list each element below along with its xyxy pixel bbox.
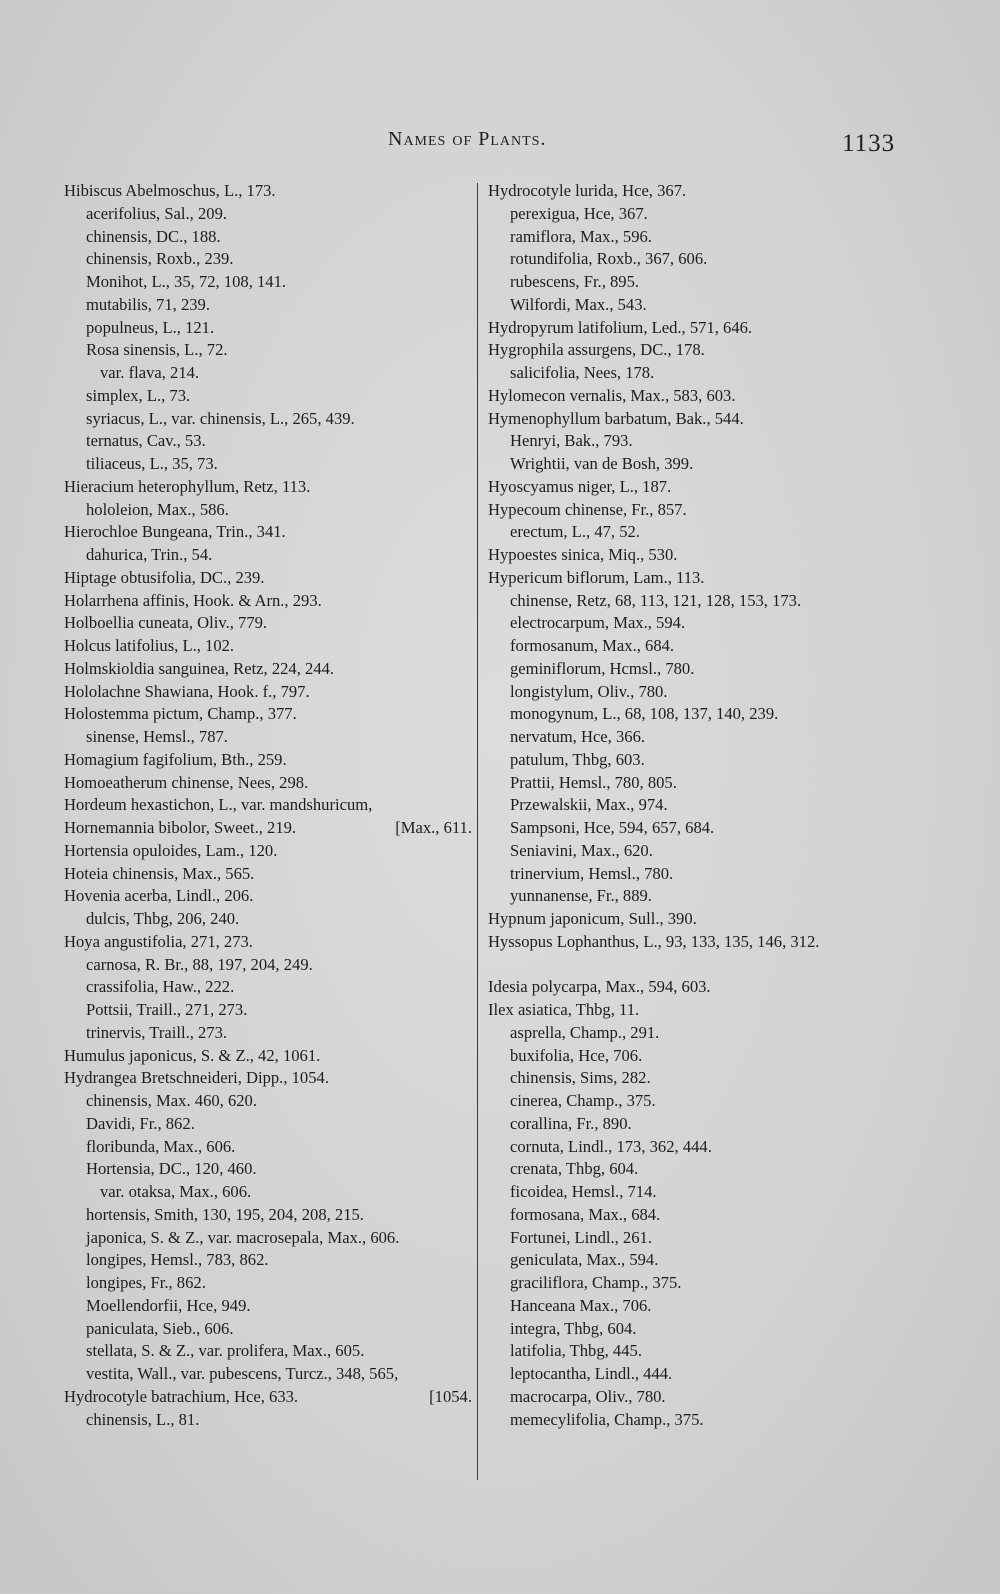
index-entry (64, 749, 472, 772)
index-entry (488, 1181, 908, 1204)
index-entry (64, 1136, 472, 1159)
index-entry (64, 612, 472, 635)
index-entry-text: Hydrocotyle batrachium, Hce, 633. (64, 1386, 299, 1406)
index-entry (64, 931, 472, 954)
index-entry-text: Hovenia acerba, Lindl., 206. (64, 886, 254, 906)
index-entry-text: Holcus latifolius, L., 102. (64, 636, 235, 655)
index-entry (64, 590, 472, 613)
index-entry-text: memecylifolia, Champ., 375. (510, 1409, 704, 1429)
index-entry-text: dahurica, Trin., 54. (86, 545, 213, 564)
index-entry-text: cinerea, Champ., 375. (510, 1091, 656, 1110)
index-entry (64, 1318, 472, 1341)
index-entry-text: Hygrophila assurgens, DC., 178. (488, 340, 705, 360)
index-entry (64, 658, 472, 681)
index-entry-text: var. otaksa, Max., 606. (100, 1182, 252, 1201)
index-entry (64, 499, 472, 522)
index-entry (64, 362, 472, 385)
index-entry-text: Hyoscyamus niger, L., 187. (488, 476, 672, 496)
index-entry-text: longipes, Fr., 862. (86, 1273, 206, 1292)
index-entry (488, 317, 908, 340)
index-entry (488, 1204, 908, 1227)
index-entry-text: macrocarpa, Oliv., 780. (510, 1386, 666, 1406)
index-entry-text: rubescens, Fr., 895. (510, 272, 640, 291)
index-entry (64, 408, 472, 431)
index-entry (488, 1067, 908, 1090)
index-entry (488, 817, 908, 840)
index-entry (64, 863, 472, 886)
index-entry-text: Hololachne Shawiana, Hook. f., 797. (64, 681, 310, 701)
index-entry-text: Homagium fagifolium, Bth., 259. (64, 749, 287, 769)
index-entry (64, 1067, 472, 1090)
index-column-left (64, 180, 472, 1431)
index-entry-text: Pottsii, Traill., 271, 273. (86, 1000, 248, 1019)
index-entry-text: formosana, Max., 684. (510, 1204, 661, 1224)
index-entry (64, 885, 472, 908)
index-entry (64, 1181, 472, 1204)
index-entry-text: geniculata, Max., 594. (510, 1250, 659, 1270)
index-entry (488, 362, 908, 385)
index-entry-text: paniculata, Sieb., 606. (86, 1318, 234, 1338)
running-title: Names of Plants. (388, 128, 547, 150)
runover-text: [Max., 611. (395, 818, 472, 837)
index-entry (488, 794, 908, 817)
index-entry (64, 521, 472, 544)
index-entry-text: simplex, L., 73. (86, 385, 191, 405)
index-entry-text: dulcis, Thbg, 206, 240. (86, 909, 240, 928)
index-entry-text: Holboellia cuneata, Oliv., 779. (64, 613, 268, 633)
index-entry-text: acerifolius, Sal., 209. (86, 203, 228, 223)
index-entry (64, 1409, 472, 1432)
index-entry (488, 772, 908, 795)
runover-text: [1054. (429, 1386, 472, 1406)
index-entry-text: Hiptage obtusifolia, DC., 239. (64, 567, 265, 587)
index-entry (64, 1340, 472, 1363)
index-entry (64, 1204, 472, 1227)
index-entry-text: trinervis, Traill., 273. (86, 1022, 228, 1042)
index-entry-text: Hierochloe Bungeana, Trin., 341. (64, 522, 286, 542)
index-entry (64, 976, 472, 999)
index-entry (64, 1386, 472, 1409)
index-entry (488, 339, 908, 362)
index-entry (64, 635, 472, 658)
index-entry-text: Ilex asiatica, Thbg, 11. (488, 1000, 640, 1019)
index-entry (488, 1409, 908, 1432)
index-entry-text: trinervium, Hemsl., 780. (510, 863, 674, 883)
index-entry-text: corallina, Fr., 890. (510, 1113, 632, 1133)
index-entry (488, 1022, 908, 1045)
index-entry (64, 203, 472, 226)
index-entry (488, 1318, 908, 1341)
index-entry (64, 1227, 472, 1250)
index-entry-text: salicifolia, Nees, 178. (510, 363, 655, 382)
index-entry (64, 1022, 472, 1045)
index-entry-text: erectum, L., 47, 52. (510, 522, 640, 542)
index-entry-text: latifolia, Thbg, 445. (510, 1341, 642, 1361)
index-entry (488, 453, 908, 476)
index-entry (64, 817, 472, 840)
index-entry (488, 248, 908, 271)
index-entry (64, 544, 472, 567)
index-entry (64, 1045, 472, 1068)
index-entry (64, 567, 472, 590)
index-entry (488, 976, 908, 999)
index-entry (488, 1136, 908, 1159)
index-entry (488, 408, 908, 431)
index-entry-text: ternatus, Cav., 53. (86, 431, 206, 451)
index-entry (488, 521, 908, 544)
index-entry (488, 1295, 908, 1318)
index-entry-text: ramiflora, Max., 596. (510, 226, 652, 246)
index-entry (64, 1272, 472, 1295)
index-entry-text: monogynum, L., 68, 108, 137, 140, 239. (510, 704, 779, 724)
index-entry (488, 476, 908, 499)
index-entry (64, 1295, 472, 1318)
index-entry-text: Holarrhena affinis, Hook. & Arn., 293. (64, 590, 322, 610)
index-entry (64, 908, 472, 931)
column-divider (477, 183, 478, 1480)
index-entry (64, 772, 472, 795)
index-entry (488, 1113, 908, 1136)
index-entry-text: hololeion, Max., 586. (86, 499, 229, 519)
index-entry-text: Fortunei, Lindl., 261. (510, 1227, 652, 1247)
index-entry (488, 430, 908, 453)
index-entry-text: Humulus japonicus, S. & Z., 42, 1061. (64, 1045, 321, 1065)
index-entry-text: Rosa sinensis, L., 72. (86, 340, 228, 360)
index-entry (488, 726, 908, 749)
index-entry-text: Hypericum biflorum, Lam., 113. (488, 567, 705, 587)
index-entry (488, 908, 908, 931)
index-entry-text: Hortensia, DC., 120, 460. (86, 1159, 257, 1179)
index-entry (488, 226, 908, 249)
index-entry-text: asprella, Champ., 291. (510, 1022, 660, 1042)
index-entry (488, 931, 908, 954)
index-entry (488, 1340, 908, 1363)
index-entry (488, 658, 908, 681)
index-entry (488, 863, 908, 886)
index-entry-text: Homoeatherum chinense, Nees, 298. (64, 772, 309, 792)
index-entry (64, 794, 472, 817)
index-entry-text: chinense, Retz, 68, 113, 121, 128, 153, 173. (510, 590, 802, 610)
index-entry-text: Hoya angustifolia, 271, 273. (64, 931, 253, 951)
index-entry-text: Hornemannia bibolor, Sweet., 219. (64, 818, 297, 837)
page-number: 1133 (842, 130, 896, 157)
index-entry (488, 1249, 908, 1272)
index-entry-text: carnosa, R. Br., 88, 197, 204, 249. (86, 954, 313, 974)
index-entry (488, 180, 908, 203)
index-entry (488, 612, 908, 635)
index-entry-text: Hoteia chinensis, Max., 565. (64, 863, 255, 883)
index-entry-text: Hieracium heterophyllum, Retz, 113. (64, 476, 311, 496)
index-entry-text: Hydropyrum latifolium, Led., 571, 646. (488, 317, 753, 337)
index-entry (488, 681, 908, 704)
index-entry (488, 544, 908, 567)
index-entry (488, 885, 908, 908)
index-entry (64, 385, 472, 408)
index-entry (488, 567, 908, 590)
index-entry-text: Hypoestes sinica, Miq., 530. (488, 545, 678, 564)
index-entry-text: Henryi, Bak., 793. (510, 431, 633, 451)
index-entry-text: stellata, S. & Z., var. prolifera, Max., 605. (86, 1341, 365, 1361)
index-entry (488, 703, 908, 726)
index-entry (64, 703, 472, 726)
index-entry (488, 954, 908, 977)
index-entry-text: Hydrangea Bretschneideri, Dipp., 1054. (64, 1068, 329, 1088)
index-entry (64, 1158, 472, 1181)
index-entry-text: crenata, Thbg, 604. (510, 1159, 639, 1179)
index-entry (488, 1363, 908, 1386)
index-entry-text: crassifolia, Haw., 222. (86, 977, 235, 997)
index-entry-text: hortensis, Smith, 130, 195, 204, 208, 215. (86, 1204, 364, 1224)
index-entry (488, 294, 908, 317)
index-entry-text: chinensis, Max. 460, 620. (86, 1091, 257, 1110)
index-entry-text: Monihot, L., 35, 72, 108, 141. (86, 272, 287, 291)
index-entry (488, 1158, 908, 1181)
index-entry (64, 248, 472, 271)
index-entry-text: formosanum, Max., 684. (510, 636, 675, 655)
index-entry-text: floribunda, Max., 606. (86, 1136, 236, 1156)
index-entry-text: buxifolia, Hce, 706. (510, 1045, 643, 1065)
index-entry (64, 226, 472, 249)
index-entry-text: electrocarpum, Max., 594. (510, 613, 686, 633)
index-entry (488, 999, 908, 1022)
index-entry (488, 1227, 908, 1250)
index-entry (488, 590, 908, 613)
index-entry-text: geminiflorum, Hcmsl., 780. (510, 658, 695, 678)
index-entry (488, 1045, 908, 1068)
index-entry-text: Hanceana Max., 706. (510, 1295, 652, 1315)
index-entry-text: Seniavini, Max., 620. (510, 840, 653, 860)
index-column-right (488, 180, 908, 1431)
index-entry-text: Wilfordi, Max., 543. (510, 294, 647, 314)
index-entry-text: chinensis, L., 81. (86, 1409, 200, 1429)
index-entry-text: rotundifolia, Roxb., 367, 606. (510, 249, 708, 269)
index-entry (64, 476, 472, 499)
index-entry (488, 499, 908, 522)
index-entry (64, 1090, 472, 1113)
index-entry (488, 203, 908, 226)
index-entry-text: Hypecoum chinense, Fr., 857. (488, 499, 687, 519)
index-entry-text: var. flava, 214. (100, 363, 200, 382)
index-entry-text: Sampsoni, Hce, 594, 657, 684. (510, 818, 715, 837)
index-entry-text: patulum, Thbg, 603. (510, 749, 645, 769)
index-entry-text: Hydrocotyle lurida, Hce, 367. (488, 181, 687, 200)
index-entry (488, 1272, 908, 1295)
index-entry (64, 681, 472, 704)
index-entry-text: Hyssopus Lophanthus, L., 93, 133, 135, 146, 312. (488, 931, 820, 951)
index-entry-text: populneus, L., 121. (86, 317, 215, 337)
index-entry (64, 339, 472, 362)
index-entry-text: Hymenophyllum barbatum, Bak., 544. (488, 408, 744, 428)
index-entry-text: Holostemma pictum, Champ., 377. (64, 704, 297, 724)
index-entry (488, 1090, 908, 1113)
index-entry-text: Hordeum hexastichon, L., var. mandshuricum, (64, 795, 373, 815)
index-entry-text: integra, Thbg, 604. (510, 1318, 637, 1338)
index-entry-text: longipes, Hemsl., 783, 862. (86, 1250, 269, 1270)
index-entry (64, 317, 472, 340)
index-entry-text: Wrightii, van de Bosh, 399. (510, 454, 694, 473)
index-entry-text: cornuta, Lindl., 173, 362, 444. (510, 1136, 712, 1156)
index-entry (64, 294, 472, 317)
index-entry-text: vestita, Wall., var. pubescens, Turcz., 348, 565, (86, 1364, 399, 1383)
index-entry-text: Prattii, Hemsl., 780, 805. (510, 772, 677, 792)
index-entry-text: Hylomecon vernalis, Max., 583, 603. (488, 385, 736, 405)
index-entry (488, 271, 908, 294)
index-entry (64, 1363, 472, 1386)
index-entry-text: yunnanense, Fr., 889. (510, 886, 652, 906)
index-entry-text: nervatum, Hce, 366. (510, 727, 646, 746)
index-entry-text: Hypnum japonicum, Sull., 390. (488, 909, 697, 928)
index-entry-text: ficoidea, Hemsl., 714. (510, 1182, 657, 1201)
index-entry (64, 453, 472, 476)
index-entry-text: chinensis, Roxb., 239. (86, 249, 234, 269)
index-entry-text: sinense, Hemsl., 787. (86, 727, 228, 746)
index-entry-text: Hibiscus Abelmoschus, L., 173. (64, 181, 276, 200)
index-entry (488, 385, 908, 408)
index-entry-text: Davidi, Fr., 862. (86, 1113, 195, 1133)
index-entry (488, 840, 908, 863)
index-entry-text: mutabilis, 71, 239. (86, 294, 210, 314)
index-entry (64, 999, 472, 1022)
index-entry-text: longistylum, Oliv., 780. (510, 681, 668, 701)
index-entry-text: Moellendorfii, Hce, 949. (86, 1295, 251, 1315)
index-entry-text: tiliaceus, L., 35, 73. (86, 454, 218, 473)
index-entry-text: Idesia polycarpa, Max., 594, 603. (488, 977, 711, 997)
index-entry (64, 840, 472, 863)
index-entry (488, 635, 908, 658)
index-entry-text: leptocantha, Lindl., 444. (510, 1364, 673, 1383)
index-entry-text: japonica, S. & Z., var. macrosepala, Max., 606. (86, 1227, 400, 1247)
index-entry-text: graciliflora, Champ., 375. (510, 1273, 682, 1292)
index-entry (64, 726, 472, 749)
index-entry (64, 1113, 472, 1136)
index-entry (64, 1249, 472, 1272)
index-entry (64, 954, 472, 977)
index-entry (64, 430, 472, 453)
index-entry-text: Holmskioldia sanguinea, Retz, 224, 244. (64, 658, 335, 678)
index-entry (64, 271, 472, 294)
index-entry (488, 1386, 908, 1409)
index-entry-text: chinensis, DC., 188. (86, 226, 221, 246)
index-entry-text: Hortensia opuloides, Lam., 120. (64, 840, 278, 860)
index-entry-text: Przewalskii, Max., 974. (510, 795, 668, 815)
index-entry (64, 180, 472, 203)
index-entry (488, 749, 908, 772)
index-entry-text: syriacus, L., var. chinensis, L., 265, 439. (86, 408, 355, 428)
index-entry-text: perexigua, Hce, 367. (510, 203, 648, 223)
index-entry-text: chinensis, Sims, 282. (510, 1068, 651, 1088)
